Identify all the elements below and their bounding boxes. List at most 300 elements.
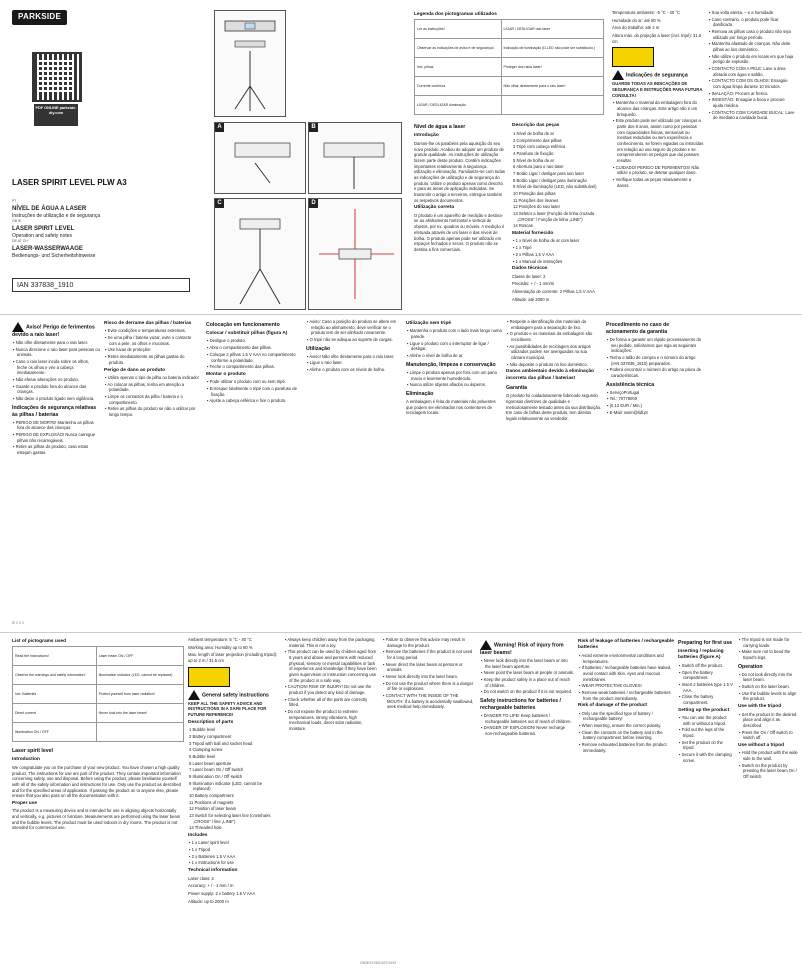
list-item: ▪ Close the battery compartment. [679, 694, 714, 705]
list-item: ▪ Verifique todas as peças relativamente a danos. [613, 177, 692, 188]
service-contact [606, 390, 702, 416]
list-item: ▪ Use the bubble levels to align the product. [739, 690, 797, 702]
gb-operation-heading: Operation [738, 663, 763, 670]
list-item: 8 Illumination On / Off switch [189, 773, 243, 779]
list-item: ▪ Ligue o produto com o interruptor de ligar / desligar. [407, 340, 489, 352]
qr-code-pattern [38, 58, 72, 92]
list-item: ▪ ServiçoPortugal [607, 389, 640, 395]
list-item: ▪ INALAÇÃO: Procure ar fresco. [709, 90, 769, 96]
pt-parts [512, 121, 604, 304]
includes-list [188, 840, 280, 866]
list-item: ▪ 1 x Laser spirit level [189, 840, 229, 846]
list [738, 712, 798, 741]
spec-row: Classe de laser: 2 [512, 273, 546, 279]
legend-cell: Read the instructions! [13, 647, 97, 666]
list-item: ▪ Never look directly into the laser beam. [383, 674, 459, 680]
list-item: 2 Battery compartment [189, 733, 232, 739]
list-item: ▪ (0,12 EUR / Min.) [607, 403, 642, 409]
gb-notripod-heading: Use without a tripod [738, 742, 785, 748]
pt-legend-column [414, 10, 604, 310]
gb-safety-keep: KEEP ALL THE SAFETY ADVICE AND INSTRUCTIONS IN A SAFE PLACE FOR FUTURE REFERENCE! [188, 700, 267, 718]
warranty-text: O produto foi cuidadosamente fabricado segundo rigorosas diretrizes de qualidade e meticulosamente testado antes da sua distribuição. Em caso de falhas deste produto, tem direitos legais relativamente ao vendedor. [506, 393, 602, 422]
list-item: ▪ 1 x Nível de bolha de ar com laser [513, 238, 580, 244]
legend-cell: Incl. pilhas [415, 58, 502, 77]
page-footer: GB/IE/CH/DE/AT/CH/AT [360, 961, 397, 965]
disposal-heading: Eliminação [406, 390, 434, 397]
list-item: ▪ Remova as pilhas caso o produto não seja utilizado por longo período. [709, 29, 791, 40]
figure-label: A [215, 123, 224, 132]
list-item: ▪ Alinhe o produto com os níveis de bolha. [307, 367, 386, 373]
gb-page [0, 632, 802, 972]
no-tripod-heading: Utilização sem tripé [406, 321, 452, 326]
list-item: ▪ Caso o raio laser incida sobre os olhos, feche os olhos e vire a cabeça imediatamente. [13, 359, 89, 376]
figure-label: C [215, 199, 224, 208]
list-item: 11 Posições dos ímanes [513, 197, 559, 203]
legend-title: Legenda dos pictogramas utilizados [414, 12, 497, 17]
list-item: ▪ INGESTÃO: Enxagúe a boca e procure ajuda médica. [709, 97, 785, 109]
list-item: ▪ Switch on the product by pressing the laser beam On / Off switch. [739, 762, 797, 780]
spec-row: Ambient temperature: 5 °C - 40 °C [188, 637, 252, 642]
list-item: ▪ Press the On / Off switch to switch off. [739, 729, 793, 741]
legend-cell: LIGAR / DESLIGAR raio laser [501, 20, 603, 39]
list-item: 10 Battery compartment [189, 792, 234, 798]
pt-col-3 [206, 319, 302, 619]
gb-title: Laser spirit level [12, 748, 53, 755]
list-item: 7 Botão Ligar / desligar para raio laser [513, 170, 584, 176]
ian-number: IAN 337838_1910 [12, 278, 190, 292]
list-item: 13 Seletor a laser (Função de linha cruzada „CROSS“ / Função de linha „LINE“) [513, 211, 595, 222]
gb-parts-heading: Description of parts [188, 719, 234, 725]
list-item: ▪ You can use the product with or without a tripod. [679, 715, 727, 726]
list-item: 11 Positions of magnets [189, 799, 234, 805]
list [578, 711, 674, 754]
table-row [415, 20, 604, 39]
gb-damage-heading: Risk of damage of the product [578, 703, 648, 709]
safety-heading: Indicações de segurança [612, 70, 704, 80]
tech-list [188, 876, 280, 905]
legend-cell [96, 723, 183, 742]
gb-col-6 [578, 637, 674, 967]
table-row [13, 647, 184, 666]
list-item: ▪ If batteries / rechargeable batteries have leaked, avoid contact with skin, eyes and mucous membranes. [579, 665, 672, 682]
pt-use-text: O produto é um aparelho de medição e destina-se ao alinhamento horizontal e vertical de objetos, por ex. quadros ou móveis. A medição é efetuada através de um laser e das níveis de bolha. O produto apenas pode ser utilizado em espaços fechados e secos. O produto não se destina a fins comerciais. [414, 212, 505, 252]
list-item: ▪ WEAR PROTECTIVE GLOVES! [579, 683, 642, 689]
list-item: ▪ Never point the laser beam at people or animals. [481, 670, 574, 676]
list-item: 9 Nível de iluminação (LED, não substituível) [513, 184, 597, 190]
list-item: 12 Posições do raio laser [513, 204, 561, 210]
language-title: LASER SPIRIT LEVEL [12, 225, 75, 232]
list-item: 10 Proteção das pilhas [513, 190, 556, 196]
list [306, 319, 402, 343]
warning-icon [188, 690, 200, 700]
list-item: ▪ De forma a garantir um rápido processamento do seu pedido, solicitamos que siga as seguintes indicações: [607, 337, 702, 354]
list-item: ▪ Switch on the laser beam. [739, 684, 790, 690]
warning-icon [480, 640, 492, 650]
list [480, 713, 574, 737]
list-item: ▪ Poderá encontrar o número do artigo na placa de características. [607, 367, 702, 379]
startup-heading: Colocação em funcionamento [206, 322, 280, 328]
service-heading: Assistência técnica [606, 381, 655, 388]
leak-heading: Risco de derrame das pilhas / baterias [104, 321, 192, 326]
pt-col-6 [506, 319, 602, 619]
list-item: 5 Nível de bolha de ar [513, 157, 554, 163]
pt-parts-heading: Descrição das peças [512, 123, 560, 129]
gb-setup-heading: Setting up the product [678, 707, 730, 713]
list-item: ▪ 1 x Manual de instruções [513, 258, 563, 264]
list-item: ▪ Mantenha o material da embalagem fora do alcance das crianças. Este artigo não é um brinquedo. [613, 100, 698, 117]
list-item: 4 Parafuso de fixação [513, 150, 554, 156]
list-item: ▪ Do not look directly into the laser beam. [739, 671, 793, 683]
list-item: ▪ Remove exhausted batteries from the product immediately. [579, 742, 667, 753]
figure-label: D [309, 199, 318, 208]
list-item: ▪ 1 x Tripod [189, 847, 211, 853]
list-item: ▪ 1 x Tripé [513, 245, 532, 251]
language-subtitle: Bedienungs- und Sicherheitshinweise [12, 252, 96, 259]
table-row [13, 704, 184, 723]
list-item: ▪ Ao colocar as pilhas, tenha em atenção a polaridade. [105, 381, 185, 393]
list-item: ▪ Nunca direcione o raio laser para pessoas ou animais. [13, 346, 100, 358]
gb-intro-text: We congratulate you on the purchase of your new product. You have chosen a high quality product. The instructions for use are part of the product. They contain important information concerning safety, use and disposal. Before using the product, please familiarise yourself with all of the safety information and instructions for use. Only use the product as described and for the specified areas of application. If passing the product on to anyone else, please ensure that you also pass on all the documentation with it. [12, 764, 181, 799]
damage-heading: Perigo de dano ao produto [104, 367, 166, 373]
pictogram-table [414, 19, 604, 115]
list-item: ▪ Não deixe o produto ligado sem vigilância. [13, 396, 95, 402]
list-item: ▪ CUIDADO! PERIGO DE FERIMENTOS! Não utilize o produto, se detetar qualquer dano. [613, 164, 700, 176]
pt-col-7 [606, 319, 702, 619]
list-item: ▪ Insert 2 batteries type 1.5 V AAA. [679, 681, 733, 693]
product-title: LASER SPIRIT LEVEL PLW A3 [12, 178, 127, 187]
use-heading: Utilização [306, 345, 331, 352]
list [382, 637, 476, 710]
list-item: 14 Roscas [513, 223, 533, 229]
list-item: ▪ Aviso! Não olhe diretamente para o raio laser. [307, 353, 395, 359]
list-item: 8 Botão Ligar / desligar para iluminação [513, 177, 587, 183]
list [678, 663, 734, 706]
list [738, 672, 798, 702]
list-item: 13 Switch for selecting laser line (crosshairs „CROSS“ / line „LINE“) [189, 812, 271, 824]
list [12, 420, 100, 456]
list-item: ▪ Respeite a identificação dos materiais da embalagem para a separação de lixo. [507, 319, 586, 330]
pt-intro-heading: Introdução [414, 133, 439, 139]
list-item: ▪ DANGER TO LIFE! Keep batteries / rechargeable batteries out of reach of children. [481, 713, 572, 724]
list-item: ▪ O produto e os materiais da embalagem são recicláveis. [507, 331, 593, 343]
pt-use-heading: Utilização correta [414, 205, 454, 211]
list [480, 658, 574, 695]
list-item: ▪ Always keep children away from the packaging material. This is not a toy. [285, 637, 375, 648]
list-item: ▪ CONTACT WITH THE INSIDE OF THE MOUTH: If a battery is accidentally swallowed, seek medical help immediately. [383, 693, 474, 710]
legend-cell: Incl. Batteries [13, 685, 97, 704]
gb-laser-warning: Warning! Risk of injury from laser beams! [480, 640, 574, 657]
list-item: ▪ Secure it with the clamping screw. [679, 752, 732, 763]
pdf-online-box: PDF ONLINE parkside-diy.com [34, 104, 78, 126]
battery-sub-heading: Colocar / substituir pilhas (figura A) [206, 331, 288, 337]
level-device-drawing [215, 11, 285, 116]
gb-use-text: The product is a measuring device and is intended for use in aligning objects horizontally and vertically, e.g. pictures or furniture. Measurements are performed using the laser beam and the bubble levels. The product must be used indoors in dry rooms. The product is not intended for commercial use. [12, 808, 181, 831]
list-item: ▪ 1 x Instructions for use [189, 860, 234, 866]
list-item: ▪ Switch off the product. [679, 662, 724, 668]
gb-col-3 [284, 637, 378, 967]
flag-code: PT [12, 199, 17, 203]
list [306, 354, 402, 373]
list-item: ▪ 2 x Batteries 1.5 V AAA [189, 853, 236, 859]
list-item: ▪ Remove weak batteries / rechargeable batteries from the product immediately. [579, 689, 671, 701]
gb-use-heading: Proper use [12, 800, 38, 806]
gb-col-1 [12, 637, 184, 967]
spec-row: Alimentação de corrente: 2 Pilhas 1,5 V AAA [512, 288, 595, 294]
gb-legend-title: List of pictograms used [12, 639, 67, 644]
list-item: ▪ DANGER OF EXPLOSION! Never recharge non-rechargeable batteries. [481, 725, 566, 737]
mount-heading: Montar o produto [206, 371, 246, 377]
spec-row: Altitude: até 2000 m [512, 296, 550, 302]
list-item: ▪ Mantenha afastado de crianças. Não deite pilhas ao lixo doméstico. [709, 41, 791, 53]
list [506, 319, 602, 367]
list-item: ▪ Caso contrário, o produto pode ficar danificado. [709, 16, 779, 28]
pt-heading: Nível de água a laser [414, 124, 466, 131]
list-item: ▪ PERIGO DE EXPLOSÃO! Nunca carregue pilhas não recarregáveis. [13, 432, 96, 443]
language-subtitle: Instruções de utilização e de segurança [12, 212, 101, 219]
list-item: ▪ Keep the product safely in a place out of reach of children. [481, 677, 571, 688]
list-item: ▪ Avoid extreme environmental conditions and temperatures. [579, 652, 664, 664]
tech-list [512, 274, 604, 303]
list-item: 12 Position of laser beam [189, 806, 237, 812]
list-item: ▪ Ajuste a cabeça esférica e fixe o produto. [207, 398, 287, 404]
figure-b [308, 122, 402, 194]
list-item: ▪ E-Mail: owim@lidl.pt [607, 409, 648, 415]
list-item: 7 Laser beam On / Off switch [189, 767, 244, 773]
page-footer: IE 0 X 2 [12, 621, 25, 625]
spec-row: Working area: Humidity up to 80 % [188, 644, 253, 650]
list-item: 5 Bubble level [189, 753, 216, 759]
list [738, 750, 798, 779]
list-item: 4 Clamping screw [189, 747, 223, 753]
pt-col-4 [306, 319, 402, 619]
list-item: ▪ 2 x Pilhas 1,5 V AAA [513, 251, 555, 257]
list-item: ▪ Open the battery compartment. [679, 669, 713, 681]
pt-col-2 [104, 319, 200, 619]
list [578, 653, 674, 701]
list-item: ▪ Remove the batteries if the product is not used for a long period. [383, 649, 473, 661]
spec-row: Power supply: 2 x battery 1.5 V AAA [188, 890, 256, 896]
list-item: ▪ Mantenha o produto com o lado mais longo numa parede. [407, 328, 502, 340]
list-item: ▪ Tel.: 70778000 [607, 396, 638, 402]
beam-text: Área do trabalho: até 2 m [612, 25, 660, 31]
list [104, 328, 200, 365]
list-item: 2 Comprimento das pilhas [513, 137, 562, 143]
language-gb [12, 218, 74, 240]
table-row [415, 77, 604, 96]
gb-col-5 [480, 637, 574, 967]
list-item: ▪ Clean the contacts on the battery and in the battery compartment before inserting. [579, 729, 663, 741]
pt-safety-column-2 [708, 10, 796, 310]
list-item: ▪ Se uma pilha / bateria vazar, evite o contacto com a pele, os olhos e mucosas. [105, 335, 192, 346]
list-item: ▪ Make sure not to bend the tripod’s legs. [739, 649, 791, 661]
pt-page [0, 314, 802, 631]
warranty-heading: Garantia [506, 385, 528, 392]
list-item: ▪ Set the product in the desired place and align it as described. [739, 711, 797, 728]
figure-label: B [309, 123, 318, 132]
gb-col-4 [382, 637, 476, 967]
warning-icon [612, 70, 624, 80]
flag-code: GB IE [12, 219, 22, 223]
legend-cell: Indicação de iluminação (D-LED não pode ser substituído.) [501, 39, 603, 58]
legend-cell: Não olhar diretamente para o raio laser! [501, 77, 603, 96]
list-item: ▪ Do not use the product where there is a danger of fire or explosions. [383, 680, 474, 692]
figure-a [214, 122, 306, 194]
list [738, 637, 798, 661]
gb-battery-heading: Safety instructions for batteries / rechargeable batteries [480, 698, 562, 712]
list-item: ▪ PERIGO DE MORTE! Mantenha as pilhas fora do alcance das crianças. [13, 419, 94, 431]
temp-text: Temperatura ambiente: -5 °C - 40 °C [612, 10, 681, 15]
list-item: ▪ Utilize apenas o tipo de pilha ou bateria indicado! [105, 374, 199, 380]
gb-col-8 [738, 637, 798, 967]
legend-cell: Observar as indicações de aviso e de segurança! [415, 39, 502, 58]
spec-row: Precisão: + / - 1 mm/m [512, 281, 555, 287]
list-item: ▪ Guarde o produto fora do alcance das crianças. [13, 383, 87, 395]
brand-logo: PARKSIDE [12, 10, 67, 25]
maintenance-heading: Manutenção, limpeza e conservação [406, 361, 496, 368]
legend-cell: Observe the warnings and safety information! [13, 666, 97, 685]
list [12, 340, 100, 402]
list-item: ▪ Ligue o raio laser. [307, 360, 343, 366]
list-item: ▪ Hold the product with the wide side to the wall. [739, 750, 798, 762]
warning-icon [12, 322, 24, 332]
gb-intro-heading: Introduction [12, 757, 40, 763]
list-item: ▪ Aviso: Caso a posição do produto se altere em relação ao alinhamento, deve verificar se o produto tem de ser alinhado novamente. [307, 319, 397, 336]
list-item: ▪ CAUTION! RISK OF INJURY! Do not use the product if you detect any kind of damage. [285, 684, 372, 696]
gb-insert-heading: Inserting / replacing batteries (figure A) [678, 649, 724, 661]
legend-cell: Direct current [13, 704, 97, 723]
laser-warning-label [612, 47, 654, 67]
safety-list [708, 10, 796, 121]
list [206, 338, 302, 369]
list-item: ▪ When inserting, ensure the correct polarity. [579, 723, 662, 729]
pt-intro-text: Damos-lhe os parabéns pela aquisição do seu novo produto. Acabou de adquirir um produto de grande qualidade. As instruções de utilização fazem parte deste produto. Contêm indicações importantes relativamente à segurança, utilização e eliminação. Familiarize-se com todas as indicações de utilização e de segurança do produto. Utilize o produto apenas como descrito e para as áreas de aplicação indicadas. Se transmitir o artigo a terceiros, entregue também os respetivos documentos. [414, 140, 505, 203]
list-item: ▪ Limpe os contactos da pilha / bateria e o compartimento. [105, 393, 183, 405]
parts-list [512, 131, 604, 229]
legend-cell: Corrente contínua [415, 77, 502, 96]
list-item: ▪ This product can be used by children aged from 8 years and above and persons with reduced physical, sensory or mental capabilities or lack of experience and knowledge if they have been given supervision or instruction concerning use of the product in a safe way. [285, 649, 377, 683]
gb-tech-heading: Technical information [188, 868, 238, 874]
safety-list [612, 100, 704, 188]
list [104, 375, 200, 418]
list-item: 14 Threaded hole [189, 825, 222, 831]
gb-safety-heading: General safety instructions [188, 690, 280, 700]
disposal-text: A embalagem é feita de materiais não poluentes que podem ser eliminados nos contentores de reciclagem locais. [406, 398, 496, 416]
spec-row: Laser class: 2 [188, 875, 214, 881]
table-row [13, 666, 184, 685]
cover-page [0, 0, 802, 312]
table-row [415, 96, 604, 115]
legend-cell [501, 96, 603, 115]
list-item: ▪ Never direct the laser beam at persons or animals. [383, 661, 463, 673]
list-item: ▪ Coloque 2 pilhas 1,5 V AAA no compartimento conforme a polaridade. [207, 351, 296, 363]
figure-d [308, 198, 402, 310]
laser-warning-heading: Aviso! Perigo de ferimentos devido a raio laser! [12, 322, 100, 339]
legend-cell: Proteger dos raios laser! [501, 58, 603, 77]
pt-tech-heading: Dados técnicos [512, 266, 548, 272]
humidity-text: Humidade do ar: até 80 % [612, 17, 661, 23]
legend-cell: Never look into the laser beam! [96, 704, 183, 723]
includes-list [512, 238, 604, 264]
list-item: ▪ Enrosque totalmente o tripé com o parafuso de fixação. [207, 385, 297, 397]
list-item: ▪ Não utilize o produto em locais em que haja perigo de explosão. [709, 53, 794, 65]
list-item: ▪ Failure to observe this advice may result in damage to the product. [383, 637, 466, 648]
table-row [415, 58, 604, 77]
figure-device-overview [214, 10, 286, 117]
list-item: ▪ Only use the specified type of battery / rechargeable battery! [579, 710, 653, 722]
gb-leak-heading: Risk of leakage of batteries / rechargeable batteries [578, 639, 674, 651]
list-item: ▪ CONTACTO COM CAVIDADE BUCAL: Lave de imediato a cavidade bucal. [709, 109, 795, 121]
safety-keep: GUARDE TODAS AS INDICAÇÕES DE SEGURANÇA E INSTRUÇÕES PARA FUTURA CONSULTA! [612, 81, 703, 98]
legend-cell: Ler as instruções! [415, 20, 502, 39]
list-item: ▪ Feche o compartimento das pilhas. [207, 364, 275, 370]
gb-col-2 [188, 637, 280, 967]
list [284, 637, 378, 732]
list-item: ▪ Retire as pilhas do produto se não o utilizar por longo tempo. [105, 406, 196, 417]
list-item: ▪ Do not switch on the product if it is not required. [481, 689, 573, 695]
list-item: ▪ Pode utilizar o produto com ou sem tripé. [207, 379, 286, 385]
table-row [13, 723, 184, 742]
legend-cell: Illumination indicator (LED, cannot be replaced) [96, 666, 183, 685]
list-item: ▪ Do not expose the product to extreme temperatures, strong vibrations, high mechanical loads, direct solar radiation, moisture. [285, 709, 363, 732]
list [406, 328, 502, 358]
spec-row: Altitude: up to 2000 m [188, 898, 229, 904]
list-item: ▪ The tripod is not made for carrying loads. [739, 637, 790, 648]
list-item: ▪ CONTACTO COM OS OLHOS: Enxagúe com água limpa durante 10 minutos. [709, 78, 788, 90]
list-item: ▪ Tenha o talão de compra e o número do artigo (IAN 337838_1910) preparados. [607, 355, 696, 366]
legend-cell: Laser beam ON / OFF [96, 647, 183, 666]
list-item: ▪ Retire imediatamente as pilhas gastas do produto. [105, 354, 185, 365]
gb-col-7 [678, 637, 734, 967]
language-de [12, 238, 95, 260]
list-item: ▪ As possibilidades de reciclagem dos artigos utilizados podem ser averiguadas na sua câmara municipal. [507, 343, 591, 361]
list-item: ▪ Check whether all of the parts are correctly fitted. [285, 696, 368, 708]
language-subtitle: Operation and safety notes [12, 232, 73, 239]
claim-heading: Procedimento no caso de acionamento da garantia [606, 322, 670, 336]
legend-cell: Illumination ON / OFF [13, 723, 97, 742]
list-item: ▪ Fold out the legs of the tripod. [679, 727, 725, 739]
list-item: 1 Bubble level [189, 727, 216, 733]
gb-incl-heading: Includes [188, 832, 208, 838]
list-item: 9 Illumination indicator (LED, cannot be replaced) [189, 780, 263, 792]
pt-safety-column [612, 10, 704, 310]
list [678, 715, 734, 763]
list-item: ▪ Retire as pilhas do produto, caso estas estejam gastas. [13, 444, 89, 456]
spec-row: Accuracy: + / - 1 mm / m [188, 883, 234, 889]
list [606, 337, 702, 379]
legend-cell: Protect yourself from laser radiation! [96, 685, 183, 704]
list-item: ▪ Limpe o produto apenas por fora com um pano macio e levemente humedecido. [407, 369, 497, 381]
gb-tripod-heading: Use with the tripod [738, 704, 782, 710]
list-item: ▪ Use luvas de proteção! [105, 347, 151, 353]
list-item: ▪ Abra o compartimento das pilhas. [207, 345, 272, 351]
temp-list [188, 637, 280, 664]
list-item: ▪ CONTACTO COM A PELE: Lave a área afetada com água e sabão. [709, 66, 786, 77]
language-pt [12, 198, 100, 220]
pictogram-table [12, 646, 184, 742]
table-row [415, 39, 604, 58]
pt-col-1 [12, 319, 100, 619]
list-item: ▪ Não olhe diretamente para o raio laser. [13, 340, 89, 346]
list-item: ▪ Set the product on the tripod. [679, 739, 723, 751]
table-row [13, 685, 184, 704]
list-item: 1 Nível de bolha de ar [513, 130, 554, 136]
list-item: 3 Tripé com cabeça esférica [513, 144, 566, 150]
parts-list [188, 727, 280, 831]
list-item: 3 Tripod with ball and socket head [189, 740, 253, 746]
list-item: ▪ Sua volta atenta, – e a humidade. [709, 10, 775, 15]
battery-heading: Indicações de segurança relativas às pilhas / baterias [12, 404, 97, 418]
flag-code: DE AT CH [12, 239, 28, 243]
